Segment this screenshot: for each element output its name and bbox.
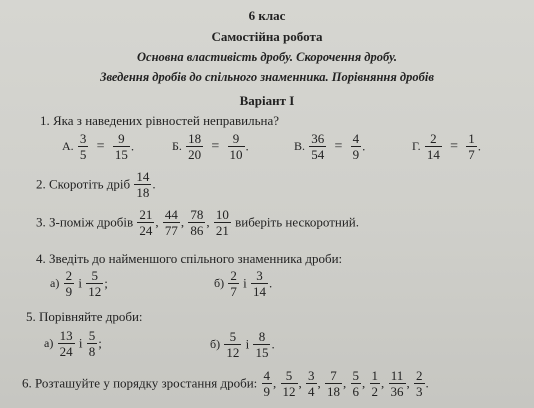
numerator: 44 — [164, 207, 178, 222]
denominator: 10 — [229, 147, 243, 162]
denominator: 2 — [371, 384, 379, 399]
fraction — [414, 369, 425, 398]
denominator: 9 — [65, 284, 73, 299]
q5-part-b — [210, 330, 275, 359]
conjunction: і — [245, 336, 250, 352]
numerator: 7 — [330, 368, 337, 383]
denominator: 14 — [252, 284, 266, 299]
numerator: 3 — [308, 368, 315, 383]
denominator: 36 — [390, 384, 404, 399]
punctuation: . — [152, 176, 156, 192]
fraction — [466, 132, 477, 161]
q5-part-a — [44, 329, 102, 358]
q1-option-d — [412, 132, 481, 161]
equals-sign: = — [334, 138, 343, 154]
denominator: 24 — [139, 223, 153, 238]
fraction — [370, 369, 381, 398]
denominator: 18 — [136, 185, 150, 200]
fraction — [309, 132, 326, 161]
question-3-text-after: виберіть нескоротний. — [235, 214, 359, 230]
numerator: 5 — [352, 368, 360, 383]
numerator: 5 — [229, 329, 237, 344]
fraction — [163, 208, 180, 237]
numerator: 13 — [59, 328, 73, 343]
punctuation: . — [130, 138, 135, 154]
denominator: 3 — [416, 384, 423, 399]
q1-option-c — [294, 132, 365, 161]
numerator: 9 — [232, 131, 240, 146]
denominator: 5 — [79, 147, 87, 162]
numerator: 4 — [263, 368, 271, 383]
denominator: 7 — [468, 147, 475, 162]
fraction — [253, 330, 270, 359]
equals-sign: = — [211, 138, 220, 154]
punctuation: . — [271, 336, 275, 352]
denominator: 15 — [114, 147, 128, 162]
q1-option-b — [172, 132, 249, 161]
denominator: 8 — [88, 344, 96, 359]
numerator: 78 — [190, 207, 204, 222]
fraction — [351, 369, 362, 398]
fraction — [87, 329, 98, 358]
option-label: Г. — [412, 139, 421, 153]
denominator: 24 — [59, 344, 73, 359]
denominator: 21 — [215, 223, 229, 238]
part-label: б) — [214, 276, 225, 290]
punctuation: . — [425, 375, 429, 391]
question-3: 3. З-поміж дробів $\frac{21}{24}$ , $\frac{44}{77}$ , $\frac{78}{86}$ , $\frac{10}{21}$ виберіть нескоротний. — [36, 207, 359, 238]
denominator: 6 — [352, 384, 360, 399]
punctuation: . — [362, 138, 366, 154]
option-label: В. — [294, 139, 306, 153]
denominator: 12 — [226, 345, 240, 360]
denominator: 15 — [255, 345, 269, 360]
part-label: б) — [210, 337, 221, 351]
denominator: 12 — [282, 384, 296, 399]
fraction — [251, 269, 268, 298]
numerator: 2 — [230, 268, 237, 283]
fraction — [306, 369, 317, 398]
numerator: 14 — [136, 169, 150, 184]
equals-sign: = — [96, 138, 105, 154]
numerator: 5 — [88, 328, 96, 343]
fraction — [425, 132, 442, 161]
numerator: 3 — [79, 131, 87, 146]
topic-line-1: Основна властивість дробу. Скорочення дробу. — [137, 50, 397, 64]
punctuation: . — [245, 138, 249, 154]
fraction — [186, 132, 203, 161]
numerator: 1 — [371, 368, 379, 383]
fraction — [389, 369, 406, 398]
question-2 — [36, 170, 156, 199]
denominator: 14 — [426, 147, 440, 162]
equals-sign: = — [450, 138, 458, 154]
fraction — [228, 132, 245, 161]
question-6: 6. Розташуйте у порядку зростання дроби: $\frac{4}{9}$ , $\frac{5}{12}$ , $\frac{3}{4}$ , $\frac{7}{18}$ , $\frac{5}{6}$ , $\frac{1}{2}$ , $\frac{11}{36}$ , $\frac{2}{3}$ . — [22, 368, 429, 399]
fraction — [78, 132, 89, 161]
fraction — [188, 208, 205, 237]
question-6-text: 6. Розташуйте у порядку зростання дроби: — [22, 375, 258, 391]
numerator: 8 — [258, 329, 266, 344]
numerator: 21 — [139, 207, 153, 222]
numerator: 4 — [352, 131, 360, 146]
fraction — [351, 132, 362, 161]
denominator: 7 — [230, 284, 237, 299]
fraction — [281, 369, 298, 398]
denominator: 9 — [263, 384, 271, 399]
denominator: 86 — [190, 223, 204, 238]
q4-part-a — [50, 269, 108, 298]
numerator: 2 — [65, 268, 73, 283]
fraction — [64, 269, 75, 298]
question-5-text: 5. Порівняйте дроби: — [26, 309, 143, 324]
fraction — [58, 329, 75, 358]
fraction — [86, 269, 103, 298]
conjunction: і — [243, 275, 247, 291]
conjunction: і — [78, 275, 82, 291]
variant-heading: Варіант І — [239, 93, 295, 108]
denominator: 77 — [164, 223, 178, 238]
denominator: 54 — [311, 147, 325, 162]
numerator: 36 — [311, 131, 325, 146]
punctuation: ; — [98, 335, 102, 351]
fraction — [325, 369, 342, 398]
worksheet-title: Самостійна робота — [211, 29, 323, 44]
punctuation: ; — [104, 275, 108, 291]
numerator: 5 — [91, 268, 98, 283]
fraction — [134, 170, 151, 199]
q4-part-b — [214, 269, 272, 298]
question-4-text: 4. Зведіть до найменшого спільного знаменника дроби: — [36, 251, 343, 266]
option-label: А. — [62, 139, 74, 153]
numerator: 9 — [118, 131, 125, 146]
numerator: 18 — [188, 131, 202, 146]
numerator: 11 — [390, 368, 404, 383]
option-label: Б. — [172, 139, 182, 153]
denominator: 4 — [308, 384, 315, 399]
question-3-text: 3. З-поміж дробів — [36, 214, 134, 230]
part-label: а) — [50, 276, 60, 290]
fraction — [262, 369, 273, 398]
fraction — [214, 208, 231, 237]
numerator: 1 — [468, 131, 475, 146]
grade-heading: 6 клас — [248, 8, 286, 23]
question-1-text: 1. Яка з наведених рівностей неправильна? — [40, 113, 280, 128]
fraction — [137, 208, 154, 237]
punctuation: . — [268, 275, 273, 291]
q1-option-a — [62, 132, 134, 161]
question-2-text: 2. Скоротіть дріб — [36, 176, 131, 192]
numerator: 2 — [416, 368, 423, 383]
denominator: 20 — [188, 147, 202, 162]
topic-line-2: Зведення дробів до спільного знаменника. Порівняння дробів — [100, 70, 434, 84]
fraction — [224, 330, 241, 359]
punctuation: . — [477, 138, 481, 154]
denominator: 12 — [88, 284, 102, 299]
denominator: 9 — [352, 147, 360, 162]
fraction — [113, 132, 130, 161]
fraction — [228, 269, 239, 298]
numerator: 5 — [285, 368, 293, 383]
numerator: 2 — [430, 131, 437, 146]
conjunction: і — [78, 335, 83, 351]
denominator: 18 — [327, 384, 341, 399]
part-label: а) — [44, 336, 54, 350]
numerator: 3 — [256, 268, 263, 283]
numerator: 10 — [215, 207, 229, 222]
